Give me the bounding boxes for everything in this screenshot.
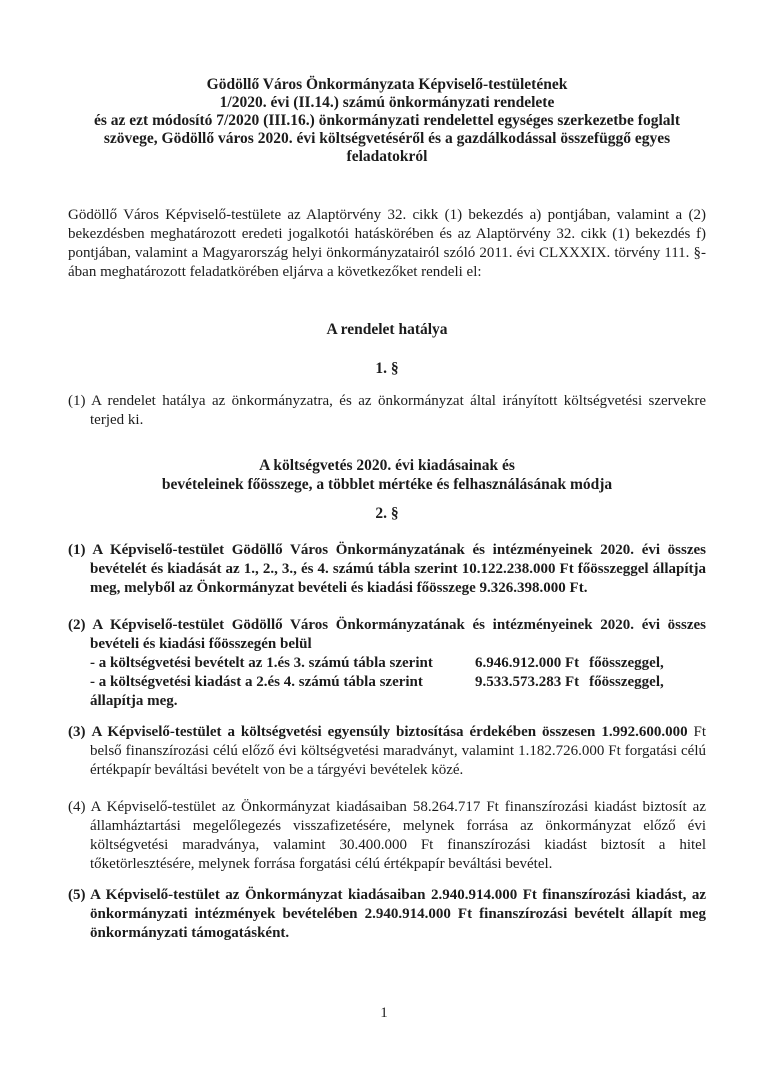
title-line: és az ezt módosító 7/2020 (III.16.) önkormányzati rendelettel egységes szerkezetbe foglalt	[94, 112, 680, 129]
paragraph-text: A Képviselő-testület Gödöllő Város Önkormányzatának és intézményeinek 2020. évi összes bevételét és kiadását az 1., 2., 3., és 4. számú tábla szerint 10.122.238.000 Ft főösszeggel állapítja meg, melyből az Önkormányzat bevételi és kiadási főösszege 9.326.398.000 Ft.	[90, 542, 706, 596]
section1-heading: A rendelet hatálya	[326, 321, 448, 338]
section1-paragraph-1	[68, 392, 706, 430]
section2-paragraph-4	[68, 798, 706, 874]
section1-number: 1. §	[375, 360, 399, 377]
paragraph-marker: (4)	[68, 799, 86, 815]
section2-heading-line: bevételeinek főösszege, a többlet mértéke és felhasználásának módja	[161, 476, 613, 493]
paragraph-text: Ft belső finanszírozási célú előző évi költségvetési maradványt, valamint 1.182.726.000 Ft forgatási célú értékpapír beváltási bevételt von be a tárgyévi bevételek közé.	[90, 724, 707, 778]
paragraph-marker: (5)	[68, 887, 86, 903]
budget-row-amount: 6.946.912.000 Ft	[475, 655, 580, 671]
title-line: feladatokról	[346, 148, 428, 165]
section2-number: 2. §	[375, 505, 399, 522]
section2-paragraph-5	[68, 886, 706, 943]
preamble-paragraph: Gödöllő Város Képviselő-testülete az Alaptörvény 32. cikk (1) bekezdés a) pontjában, valamint a (2) bekezdésben meghatározott eredeti jogalkotói hatáskörében és az Alaptörvény 32. cikk (1) bekezdés f) pontjában, valamint a Magyarország helyi önkormányzatairól szóló 2011. évi CLXXXIX. törvény 111. §-ában meghatározott feladatkörében eljárva a következőket rendeli el:	[68, 207, 706, 280]
paragraph-text: A Képviselő-testület Gödöllő Város Önkormányzatának és intézményeinek 2020. évi összes bevételi és kiadási főösszegén belül	[90, 617, 706, 652]
page-number: 1	[380, 1005, 388, 1021]
section2-heading-line: A költségvetés 2020. évi kiadásainak és	[259, 457, 515, 474]
section2-heading	[68, 456, 706, 494]
budget-row-revenue	[90, 654, 706, 673]
paragraph-marker: (1)	[68, 542, 86, 558]
paragraph-text: A Képviselő-testület az Önkormányzat kiadásaiban 2.940.914.000 Ft finanszírozási kiadást, az önkormányzati intézmények bevételében 2.940.914.000 Ft finanszírozási bevételt állapít meg önkormányzati támogatásként.	[90, 887, 706, 941]
document-title	[68, 76, 706, 166]
section2-paragraph-2	[68, 616, 706, 711]
budget-row-label: - a költségvetési kiadást a 2.és 4. számú tábla szerint	[90, 674, 423, 690]
budget-row-label: - a költségvetési bevételt az 1.és 3. számú tábla szerint	[90, 655, 433, 671]
section2-paragraph-1	[68, 541, 706, 598]
paragraph-text: A rendelet hatálya az önkormányzatra, és az önkormányzat által irányított költségvetési szervekre terjed ki.	[90, 393, 706, 428]
paragraph-text: A Képviselő-testület az Önkormányzat kiadásaiban 58.264.717 Ft finanszírozási kiadást biztosít az államháztartási megelőlegezés visszafizetésére, melynek forrása az önkormányzat előző évi költségvetési maradványa, valamint 30.400.000 Ft finanszírozási kiadást biztosít a hitel tőketörlesztésére, melynek forrása forgatási célú értékpapír beváltási bevétel.	[90, 799, 706, 872]
budget-row-suffix: főösszeggel,	[589, 655, 664, 671]
paragraph-marker: (1)	[68, 393, 86, 409]
budget-row-suffix: főösszeggel,	[589, 674, 664, 690]
title-line: szövege, Gödöllő város 2020. évi költségvetéséről és a gazdálkodással összefüggő egyes	[103, 130, 671, 147]
paragraph-text-bold: A Képviselő-testület a költségvetési egyensúly biztosítása érdekében összesen 1.992.600.000	[91, 724, 688, 740]
budget-row-expenditure	[90, 673, 706, 692]
title-line: Gödöllő Város Önkormányzata Képviselő-testületének	[206, 76, 568, 93]
paragraph-outro: állapítja meg.	[90, 693, 178, 709]
paragraph-marker: (2)	[68, 617, 86, 633]
paragraph-marker: (3)	[68, 724, 86, 740]
budget-row-amount: 9.533.573.283 Ft	[475, 674, 580, 690]
section2-paragraph-3	[68, 723, 706, 780]
title-line: 1/2020. évi (II.14.) számú önkormányzati rendelete	[219, 94, 555, 111]
